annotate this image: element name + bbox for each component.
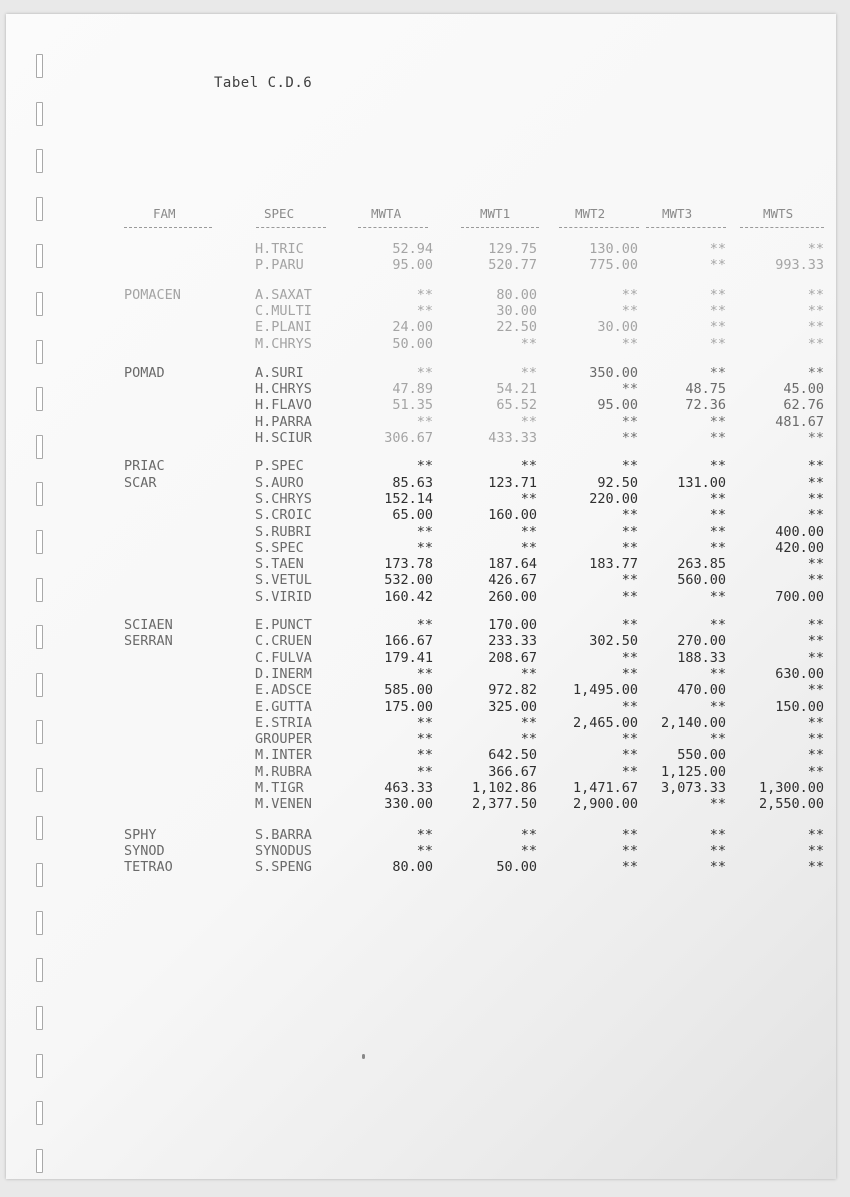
cell-value: 179.41 [384, 649, 433, 666]
binding-hole [36, 958, 43, 982]
cell-value: 532.00 [384, 572, 433, 589]
cell-value: ** [807, 458, 824, 475]
cell-value: 80.00 [496, 286, 537, 303]
table-row [6, 507, 836, 523]
cell-value: 350.00 [589, 364, 638, 381]
cell-value: ** [416, 714, 433, 731]
cell-value: 72.36 [685, 397, 726, 414]
cell-value: ** [807, 430, 824, 446]
cell-value: 1,495.00 [572, 682, 638, 699]
cell-value: ** [807, 763, 824, 780]
table-row [6, 843, 836, 859]
cell-value: ** [709, 698, 726, 715]
cell-value: ** [709, 430, 726, 446]
cell-value: ** [621, 335, 638, 352]
cell-value: 160.00 [488, 507, 537, 524]
cell-value: ** [621, 588, 638, 605]
table-row [6, 572, 836, 588]
cell-value: ** [807, 714, 824, 731]
table-row [6, 397, 836, 413]
binding-hole [36, 149, 43, 173]
cell-value: 152.14 [384, 490, 433, 507]
cell-value: ** [621, 302, 638, 319]
cell-value: ** [621, 747, 638, 764]
header-underline [256, 227, 326, 228]
cell-value: ** [621, 698, 638, 715]
header-spec: SPEC [264, 206, 295, 221]
document-page [6, 14, 836, 1179]
cell-value: 972.82 [488, 682, 537, 699]
cell-value: 48.75 [685, 381, 726, 398]
cell-value: ** [709, 507, 726, 524]
table-row [6, 257, 836, 273]
cell-species: M.CHRYS [255, 335, 312, 352]
cell-value: 642.50 [488, 747, 537, 764]
cell-value: 325.00 [488, 698, 537, 715]
cell-value: 22.50 [496, 319, 537, 336]
cell-value: ** [807, 572, 824, 589]
cell-value: 50.00 [392, 335, 433, 352]
cell-value: 270.00 [677, 633, 726, 650]
cell-value: ** [709, 364, 726, 381]
cell-family: TETRAO [124, 859, 173, 876]
cell-value: 24.00 [392, 319, 433, 336]
cell-value: 775.00 [589, 257, 638, 274]
cell-value: 233.33 [488, 633, 537, 650]
cell-value: ** [807, 682, 824, 699]
cell-species: H.CHRYS [255, 381, 312, 398]
cell-value: ** [709, 539, 726, 556]
cell-species: M.RUBRA [255, 763, 312, 780]
cell-value: ** [621, 572, 638, 589]
table-row [6, 556, 836, 572]
cell-value: ** [520, 539, 537, 556]
cell-family: SCIAEN [124, 617, 173, 633]
table-row [6, 682, 836, 698]
header-mwts: MWTS [763, 206, 794, 221]
cell-value: 2,465.00 [572, 714, 638, 731]
table-row [6, 381, 836, 397]
cell-value: 131.00 [677, 474, 726, 491]
cell-species: C.CRUEN [255, 633, 312, 650]
table-row [6, 666, 836, 682]
cell-value: ** [416, 286, 433, 303]
cell-value: ** [621, 617, 638, 633]
cell-species: P.SPEC [255, 458, 304, 475]
cell-value: 80.00 [392, 859, 433, 876]
cell-value: 50.00 [496, 859, 537, 876]
cell-value: 51.35 [392, 397, 433, 414]
cell-value: 420.00 [775, 539, 824, 556]
cell-value: ** [520, 458, 537, 475]
cell-value: ** [621, 413, 638, 430]
cell-family: SERRAN [124, 633, 173, 650]
cell-value: ** [621, 539, 638, 556]
table-row [6, 859, 836, 875]
cell-value: ** [621, 507, 638, 524]
cell-value: 166.67 [384, 633, 433, 650]
cell-value: ** [709, 523, 726, 540]
cell-family: SCAR [124, 474, 157, 491]
cell-value: ** [621, 842, 638, 859]
cell-value: ** [709, 413, 726, 430]
cell-value: ** [416, 539, 433, 556]
cell-value: 188.33 [677, 649, 726, 666]
header-mwt3: MWT3 [662, 206, 693, 221]
cell-value: 585.00 [384, 682, 433, 699]
cell-value: ** [807, 617, 824, 633]
cell-value: 30.00 [496, 302, 537, 319]
header-underline [358, 227, 428, 228]
cell-species: H.SCIUR [255, 430, 312, 446]
cell-value: 175.00 [384, 698, 433, 715]
cell-species: E.PLANI [255, 319, 312, 336]
cell-species: S.TAEN [255, 556, 304, 573]
cell-value: ** [621, 458, 638, 475]
cell-value: ** [416, 364, 433, 381]
cell-value: 52.94 [392, 241, 433, 257]
cell-value: 481.67 [775, 413, 824, 430]
cell-value: ** [416, 842, 433, 859]
cell-value: 95.00 [597, 397, 638, 414]
cell-value: 173.78 [384, 556, 433, 573]
cell-value: 187.64 [488, 556, 537, 573]
cell-value: ** [807, 859, 824, 876]
cell-value: 700.00 [775, 588, 824, 605]
cell-value: 366.67 [488, 763, 537, 780]
cell-family: PRIAC [124, 458, 165, 475]
binding-hole [36, 197, 43, 221]
table-row [6, 491, 836, 507]
table-row [6, 336, 836, 352]
cell-value: ** [709, 490, 726, 507]
cell-value: ** [520, 413, 537, 430]
table-row [6, 589, 836, 605]
table-row [6, 414, 836, 430]
header-underline [646, 227, 726, 228]
cell-species: H.TRIC [255, 241, 304, 257]
binding-hole [36, 1101, 43, 1125]
cell-value: 85.63 [392, 474, 433, 491]
cell-value: ** [709, 826, 726, 843]
binding-hole [36, 102, 43, 126]
cell-value: 170.00 [488, 617, 537, 633]
cell-value: ** [416, 617, 433, 633]
cell-family: SYNOD [124, 842, 165, 859]
cell-species: E.STRIA [255, 714, 312, 731]
cell-value: ** [416, 731, 433, 748]
cell-value: ** [807, 241, 824, 257]
cell-value: 95.00 [392, 257, 433, 274]
header-mwt2: MWT2 [575, 206, 606, 221]
cell-value: ** [807, 556, 824, 573]
cell-value: ** [520, 335, 537, 352]
cell-value: ** [709, 588, 726, 605]
cell-value: ** [807, 507, 824, 524]
cell-value: 65.00 [392, 507, 433, 524]
cell-value: ** [621, 523, 638, 540]
cell-species: E.ADSCE [255, 682, 312, 699]
cell-value: 306.67 [384, 430, 433, 446]
binding-hole [36, 911, 43, 935]
cell-species: P.PARU [255, 257, 304, 274]
cell-value: ** [807, 633, 824, 650]
cell-species: H.PARRA [255, 413, 312, 430]
cell-value: ** [807, 747, 824, 764]
cell-value: ** [416, 413, 433, 430]
table-row [6, 731, 836, 747]
cell-value: ** [709, 319, 726, 336]
cell-value: 150.00 [775, 698, 824, 715]
cell-species: D.INERM [255, 665, 312, 682]
cell-value: 2,377.50 [471, 796, 537, 813]
table-row [6, 241, 836, 257]
cell-value: 129.75 [488, 241, 537, 257]
cell-value: 2,550.00 [758, 796, 824, 813]
header-mwt1: MWT1 [480, 206, 511, 221]
table-row [6, 764, 836, 780]
cell-value: ** [807, 474, 824, 491]
cell-value: ** [621, 731, 638, 748]
cell-species: S.RUBRI [255, 523, 312, 540]
cell-value: 130.00 [589, 241, 638, 257]
table-row [6, 458, 836, 474]
header-underline [124, 227, 212, 228]
cell-value: 470.00 [677, 682, 726, 699]
cell-value: ** [520, 842, 537, 859]
table-row [6, 780, 836, 796]
table-row [6, 430, 836, 446]
cell-value: 160.42 [384, 588, 433, 605]
header-underline [461, 227, 539, 228]
cell-value: ** [416, 763, 433, 780]
table-row [6, 650, 836, 666]
cell-species: A.SURI [255, 364, 304, 381]
cell-species: M.INTER [255, 747, 312, 764]
binding-hole [36, 1149, 43, 1173]
cell-value: 183.77 [589, 556, 638, 573]
cell-family: SPHY [124, 826, 157, 843]
cell-species: GROUPER [255, 731, 312, 748]
header-underline [740, 227, 824, 228]
cell-value: 630.00 [775, 665, 824, 682]
cell-value: ** [709, 335, 726, 352]
table-row [6, 540, 836, 556]
cell-value: ** [807, 364, 824, 381]
cell-species: S.BARRA [255, 826, 312, 843]
cell-value: ** [807, 319, 824, 336]
cell-species: C.FULVA [255, 649, 312, 666]
cell-value: ** [621, 286, 638, 303]
cell-value: ** [621, 826, 638, 843]
cell-value: ** [709, 458, 726, 475]
cell-family: POMACEN [124, 286, 181, 303]
cell-value: 30.00 [597, 319, 638, 336]
cell-value: 220.00 [589, 490, 638, 507]
cell-value: 463.33 [384, 780, 433, 796]
cell-value: 92.50 [597, 474, 638, 491]
table-row [6, 365, 836, 381]
cell-value: ** [709, 665, 726, 682]
cell-value: ** [709, 731, 726, 748]
cell-value: ** [416, 458, 433, 475]
cell-value: ** [520, 714, 537, 731]
table-row [6, 796, 836, 812]
cell-species: S.CROIC [255, 507, 312, 524]
cell-value: 260.00 [488, 588, 537, 605]
cell-value: ** [520, 523, 537, 540]
cell-value: ** [416, 302, 433, 319]
cell-value: 426.67 [488, 572, 537, 589]
cell-value: 302.50 [589, 633, 638, 650]
cell-value: ** [621, 430, 638, 446]
header-underline [559, 227, 639, 228]
cell-value: ** [621, 763, 638, 780]
cell-value: ** [416, 523, 433, 540]
cell-value: ** [621, 859, 638, 876]
binding-hole [36, 1006, 43, 1030]
cell-value: ** [807, 490, 824, 507]
cell-value: ** [520, 665, 537, 682]
cell-value: ** [416, 747, 433, 764]
table-title: Tabel C.D.6 [214, 75, 313, 91]
cell-value: ** [709, 842, 726, 859]
cell-value: 1,471.67 [572, 780, 638, 796]
table-row [6, 715, 836, 731]
cell-value: ** [709, 241, 726, 257]
cell-species: S.VIRID [255, 588, 312, 605]
cell-value: ** [520, 826, 537, 843]
cell-value: ** [709, 617, 726, 633]
cell-species: H.FLAVO [255, 397, 312, 414]
cell-value: ** [709, 302, 726, 319]
cell-value: ** [807, 302, 824, 319]
cell-value: 1,125.00 [660, 763, 726, 780]
speck-mark [362, 1054, 365, 1059]
cell-value: ** [709, 796, 726, 813]
table-row [6, 524, 836, 540]
cell-value: 330.00 [384, 796, 433, 813]
table-row [6, 633, 836, 649]
cell-species: E.GUTTA [255, 698, 312, 715]
cell-species: C.MULTI [255, 302, 312, 319]
cell-value: 65.52 [496, 397, 537, 414]
cell-value: ** [621, 381, 638, 398]
cell-value: ** [807, 335, 824, 352]
cell-value: ** [520, 490, 537, 507]
table-row [6, 303, 836, 319]
cell-value: ** [709, 286, 726, 303]
cell-value: 45.00 [783, 381, 824, 398]
cell-value: ** [709, 859, 726, 876]
cell-value: ** [621, 665, 638, 682]
cell-value: ** [416, 665, 433, 682]
cell-species: S.SPEC [255, 539, 304, 556]
cell-value: 2,140.00 [660, 714, 726, 731]
cell-value: 520.77 [488, 257, 537, 274]
cell-value: 433.33 [488, 430, 537, 446]
table-row [6, 747, 836, 763]
table-row [6, 827, 836, 843]
header-mwta: MWTA [371, 206, 402, 221]
table-row [6, 617, 836, 633]
cell-value: 550.00 [677, 747, 726, 764]
binding-hole [36, 1054, 43, 1078]
cell-value: 993.33 [775, 257, 824, 274]
cell-value: 54.21 [496, 381, 537, 398]
cell-value: 2,900.00 [572, 796, 638, 813]
cell-family: POMAD [124, 364, 165, 381]
cell-species: S.AURO [255, 474, 304, 491]
cell-value: 400.00 [775, 523, 824, 540]
cell-species: M.TIGR [255, 780, 304, 796]
cell-species: SYNODUS [255, 842, 312, 859]
cell-value: 3,073.33 [660, 780, 726, 796]
cell-value: ** [520, 364, 537, 381]
cell-value: ** [520, 731, 537, 748]
cell-value: 62.76 [783, 397, 824, 414]
cell-value: ** [807, 731, 824, 748]
cell-species: M.VENEN [255, 796, 312, 813]
cell-value: ** [621, 649, 638, 666]
cell-value: 47.89 [392, 381, 433, 398]
cell-value: 1,102.86 [471, 780, 537, 796]
cell-value: 560.00 [677, 572, 726, 589]
cell-value: 1,300.00 [758, 780, 824, 796]
cell-value: ** [709, 257, 726, 274]
cell-species: S.SPENG [255, 859, 312, 876]
cell-value: ** [807, 649, 824, 666]
table-row [6, 319, 836, 335]
header-fam: FAM [153, 206, 176, 221]
cell-value: ** [807, 286, 824, 303]
cell-value: ** [807, 842, 824, 859]
table-row [6, 475, 836, 491]
cell-species: E.PUNCT [255, 617, 312, 633]
binding-hole [36, 54, 43, 78]
table-row [6, 287, 836, 303]
cell-value: 263.85 [677, 556, 726, 573]
cell-species: A.SAXAT [255, 286, 312, 303]
cell-value: 208.67 [488, 649, 537, 666]
table-row [6, 699, 836, 715]
cell-species: S.CHRYS [255, 490, 312, 507]
cell-value: ** [807, 826, 824, 843]
cell-value: 123.71 [488, 474, 537, 491]
cell-value: ** [416, 826, 433, 843]
cell-species: S.VETUL [255, 572, 312, 589]
